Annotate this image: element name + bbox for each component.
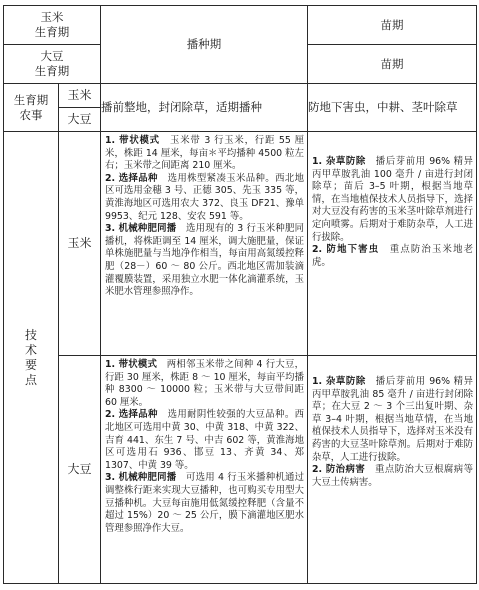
farm-work-label-line1: 生育期: [13, 92, 49, 107]
item-title: 2. 选择品种: [105, 172, 158, 184]
soy-sowing-item: [105, 359, 304, 409]
item-text: 玉米带 3 行玉米，行距 55 厘米，株距 14 厘米，每亩＊平均播种 4500 粒左右；玉米带之间距离 210 厘米。: [105, 135, 304, 172]
sowing-tasks: 播前整地，封闭除草，适期播种: [101, 84, 308, 132]
item-title: 2. 选择品种: [105, 409, 158, 421]
corn-sowing-tech: [101, 132, 308, 356]
corn-sowing-item: [105, 173, 304, 223]
soy-sowing-item: [105, 409, 304, 472]
item-title: 3. 机械种肥同播: [105, 223, 177, 235]
planting-guide-table: [3, 5, 477, 584]
item-title: 1. 杂草防除: [312, 376, 366, 387]
soy-stage-line1: 大豆: [40, 49, 64, 63]
corn-seedling-item: [312, 244, 473, 269]
corn-stage-line1: 玉米: [40, 10, 64, 24]
farm-work-label-line2: 农事: [19, 107, 43, 122]
corn-sowing-item: [105, 223, 304, 299]
seedling-tasks: 防地下害虫，中耕、茎叶除草: [308, 84, 477, 132]
soy-stage-line2: 生育期: [34, 64, 70, 78]
corn-stage-header: [4, 6, 101, 45]
soy-seedling-item: [312, 464, 473, 489]
farm-work-crop-corn: 玉米: [59, 84, 101, 108]
soy-seedling-item: [312, 376, 473, 464]
item-text: 选用耐阴性较强的大豆品种。西北地区可选用中黄 30、中黄 318、中黄 322、吉育 441、东生 7 号、中吉 602 等，黄淮海地区可选用石 936、邯豆 13、齐黄 34、郑 1307、中黄 39 等。: [105, 409, 304, 471]
item-title: 3. 机械种肥同播: [105, 472, 177, 484]
farm-work-label: [4, 84, 59, 132]
item-text: 播后芽前用 96% 精异丙甲草胺乳油 100 毫升 / 亩进行封闭除草；苗后 3–5 叶期，根据当地草情，在当地植保技术人员指导下，选择对大豆没有药害的玉米茎叶除草剂进行定向喷雾。后期对于难防杂草，人工进行拔除。: [312, 156, 473, 243]
corn-seedling-item: [312, 156, 473, 244]
tech-crop-soy: 大豆: [59, 356, 101, 584]
seedling-period-header-corn: 苗期: [308, 6, 477, 45]
tech-crop-corn: 玉米: [59, 132, 101, 356]
item-title: 1. 带状模式: [105, 135, 160, 146]
item-text: 两相邻玉米带之间种 4 行大豆，行距 30 厘米，株距 8 ～ 10 厘米，每亩平均播种 8300 ～ 10000 粒；玉米带与大豆带间距 60 厘米。: [105, 359, 304, 408]
item-title: 1. 带状模式: [105, 359, 158, 370]
soy-sowing-item: [105, 472, 304, 535]
soy-seedling-tech: [308, 356, 477, 584]
item-text: 重点防治玉米地老虎。: [312, 244, 473, 268]
tech-points-label-text: 技术要点: [24, 327, 37, 387]
item-title: 1. 杂草防除: [312, 156, 366, 167]
item-title: 2. 防治病害: [312, 464, 366, 476]
soy-stage-header: [4, 45, 101, 84]
item-text: 选用现有的 3 行玉米种肥同播机，将株距调至 14 厘米，调大施肥量，保证单株施肥量与当地净作相当，每亩用高氮缓控释肥（28－）60 ～ 80 公斤。西北地区需加装滴灌覆膜装置，采用独立水肥一体化滴灌系统，玉米肥水管理参照净作。: [105, 223, 304, 298]
seedling-period-header-soy: 苗期: [308, 45, 477, 84]
tech-points-label: [4, 132, 59, 584]
item-text: 播后芽前用 96% 精异丙甲草胺乳油 85 毫升 / 亩进行封闭除草；在大豆 2 ～ 3 个三出复叶期、杂草 3–4 叶期，根据当地草情，在当地植保技术人员指导下，选择对玉米没有药害的大豆茎叶除草剂。后期对于难防杂草，人工进行拔除。: [312, 376, 473, 463]
corn-stage-line2: 生育期: [34, 25, 70, 39]
corn-sowing-item: [105, 135, 304, 173]
corn-seedling-tech: [308, 132, 477, 356]
farm-work-crop-soy: 大豆: [59, 108, 101, 132]
item-text: 可选用 4 行玉米播种机通过调整株行距来实现大豆播种，也可购买专用型大豆播种机。大豆每亩施用低氮缓控释肥（含量不超过 15%）20 ～ 25 公斤，膜下滴灌地区肥水管理参照净作大豆。: [105, 472, 304, 534]
item-text: 选用株型紧凑玉米品种。西北地区可选用金穗 3 号、正德 305、先玉 335 等，黄淮海地区可选用农大 372、良玉 DF21、豫单 9953、纪元 128、安农 591 等。: [105, 172, 304, 222]
item-title: 2. 防地下害虫: [312, 244, 380, 256]
sowing-period-header: 播种期: [101, 6, 308, 84]
soy-sowing-tech: [101, 356, 308, 584]
item-text: 重点防治大豆根腐病等大豆土传病害。: [312, 464, 473, 488]
